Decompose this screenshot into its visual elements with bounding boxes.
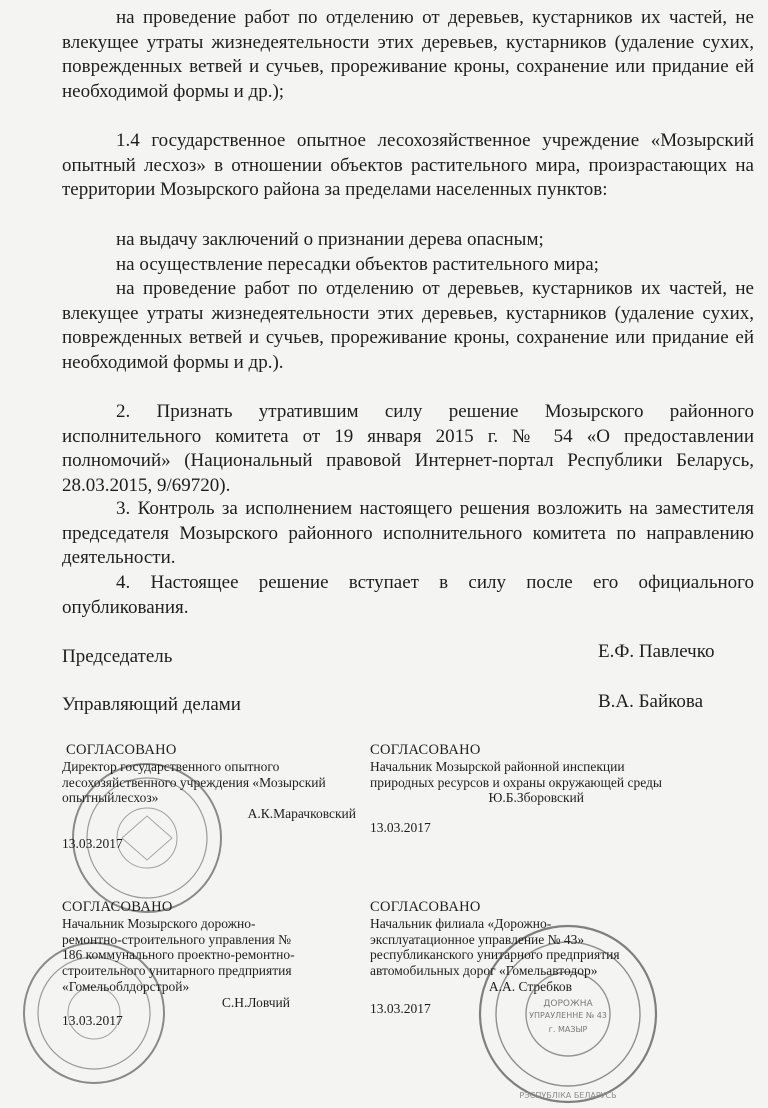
approval-block-lesxoz: [62, 743, 382, 852]
approval-position: Начальник филиала «Дорожно-эксплуатационное управление № 43» республиканского унитарного предприятия автомобильных дорог «Гомельавтодор»: [370, 915, 620, 979]
svg-text:УПРАУЛЕННЕ № 43: УПРАУЛЕННЕ № 43: [529, 1011, 607, 1020]
approval-date: 13.03.2017: [62, 835, 123, 851]
manager-title: Управляющий делами: [62, 694, 241, 715]
svg-text:ДОРОЖНА: ДОРОЖНА: [543, 999, 593, 1009]
approval-block-inspection: [370, 743, 680, 836]
paragraph-2: 2. Признать утратившим силу решение Мозырского районного исполнительного комитета от 19 января 2015 г. № 54 «О предоставлении полномочий» (Национальный правовой Интернет-портал Республики Беларусь, 28.03.2015, 9/69720).: [62, 401, 754, 496]
approval-date: 13.03.2017: [370, 1000, 431, 1016]
approval-position: Начальник Мозырского дорожно-ремонтно-строительного управления № 186 коммунального проектно-ремонтно-строительного унитарного предприятия «Гомельоблдорстрой»: [62, 915, 295, 994]
paragraph-3: 3. Контроль за исполнением настоящего решения возложить на заместителя председателя Мозырского районного исполнительного комитета по направлению деятельности.: [62, 498, 754, 569]
approval-heading: СОГЛАСОВАНО: [370, 742, 481, 758]
approval-signer: А.А. Стребков: [488, 978, 572, 994]
approval-position: Директор государственного опытного лесохозяйственного учреждения «Мозырский опытныйлесхоз»: [62, 758, 326, 806]
chairman-title: Председатель: [62, 646, 173, 667]
approval-position: Начальник Мозырской районной инспекции природных ресурсов и охраны окружающей среды: [370, 758, 662, 790]
paragraph-item-raboty: на проведение работ по отделению от деревьев, кустарников их частей, не влекущее утраты жизнедеятельности этих деревьев, кустарников (удаление сухих, поврежденных ветвей и сучьев, прореживание кроны, сохранение или придание ей необходимой формы и др.).: [62, 278, 754, 373]
paragraph-1: на проведение работ по отделению от деревьев, кустарников их частей, не влекущее утраты жизнедеятельности этих деревьев, кустарников (удаление сухих, поврежденных ветвей и сучьев, прореживание кроны, сохранение или придание ей необходимой формы и др.);: [62, 7, 754, 102]
approval-date: 13.03.2017: [370, 820, 431, 836]
approval-signer: А.К.Марачковский: [247, 806, 356, 822]
approval-heading: СОГЛАСОВАНО: [62, 899, 173, 915]
approval-block-due43: [370, 900, 630, 1017]
approval-date: 13.03.2017: [62, 1012, 123, 1028]
manager-name: В.А. Байкова: [598, 691, 704, 712]
svg-text:РЭСПУБЛІКА БЕЛАРУСЬ: РЭСПУБЛІКА БЕЛАРУСЬ: [519, 1091, 617, 1100]
paragraph-4: 4. Настоящее решение вступает в силу после его официального опубликования.: [62, 572, 754, 618]
chairman-name: Е.Ф. Павлечко: [598, 641, 715, 662]
approval-signer: С.Н.Ловчий: [221, 994, 290, 1010]
paragraph-1-4: 1.4 государственное опытное лесохозяйственное учреждение «Мозырский опытный лесхоз» в отношении объектов растительного мира, произрастающих на территории Мозырского района за пределами населенных пунктов:: [62, 130, 754, 201]
approval-block-dru186: [62, 900, 312, 1028]
paragraph-item-peresadka: на осуществление пересадки объектов растительного мира;: [116, 254, 599, 275]
svg-text:г. МАЗЫР: г. МАЗЫР: [548, 1025, 588, 1034]
approval-signer: Ю.Б.Зборовский: [488, 790, 584, 806]
approval-heading: СОГЛАСОВАНО: [66, 742, 177, 758]
approval-heading: СОГЛАСОВАНО: [370, 899, 481, 915]
paragraph-item-opasnym: на выдачу заключений о признании дерева опасным;: [116, 229, 544, 250]
